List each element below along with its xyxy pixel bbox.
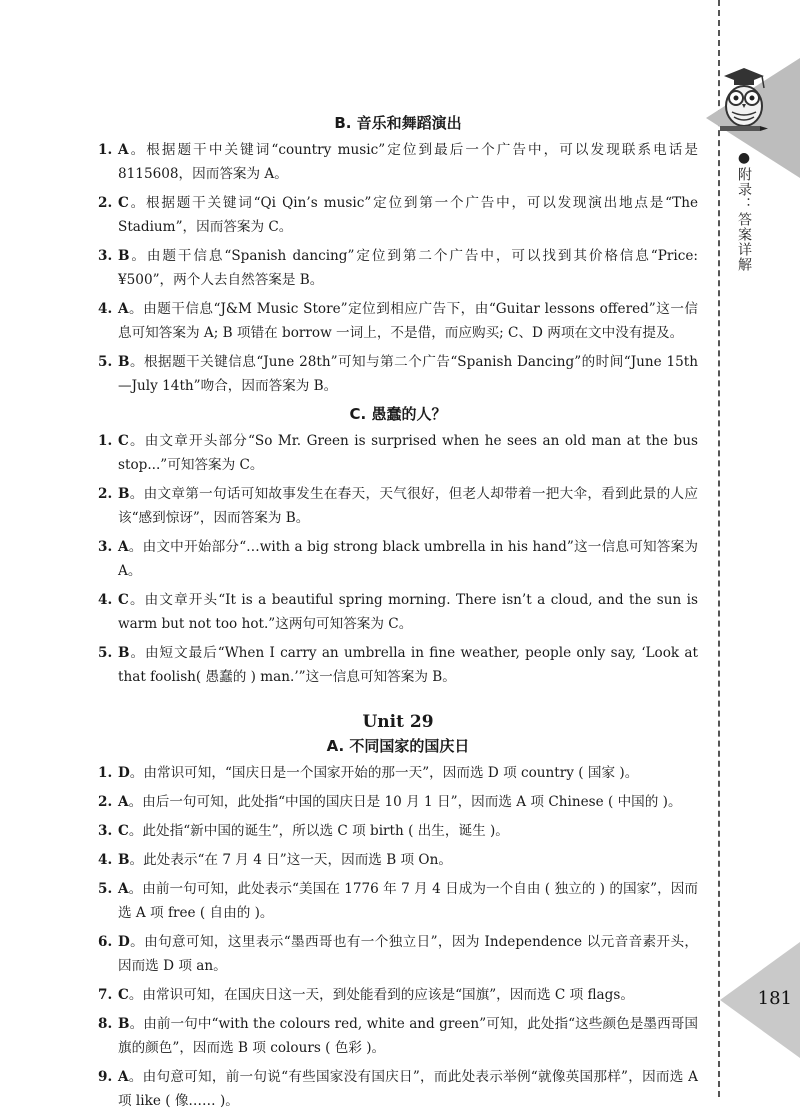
answer-item xyxy=(98,350,698,398)
answer-item xyxy=(98,877,698,925)
explanation-text: 。由常识可知，在国庆日这一天，到处能看到的应该是“国旗”，因而选 C 项 flags。 xyxy=(128,987,634,1003)
answer-letter: C xyxy=(118,823,129,839)
answer-item xyxy=(98,983,698,1007)
section-c-foolish-man xyxy=(98,403,698,689)
section-title: A. 不同国家的国庆日 xyxy=(326,737,470,755)
explanation-text: 。由文章开头“It is a beautiful spring morning. There isn’t a cloud, and the sun is warm but not too hot.”这两句可知答案为 C。 xyxy=(118,592,698,632)
explanation-text: 。由句意可知，这里表示“墨西哥也有一个独立日”，因为 Independence 以元音音素开头，因而选 D 项 an。 xyxy=(118,934,698,974)
answer-item xyxy=(98,1012,698,1060)
appendix-side-label: ●附录：答案详解 xyxy=(736,150,752,272)
item-number: 8. xyxy=(98,1016,113,1032)
answer-key-content xyxy=(98,112,698,1118)
answer-letter: C xyxy=(118,433,129,449)
answer-list xyxy=(98,138,698,398)
answer-letter: B xyxy=(118,486,130,502)
answer-item xyxy=(98,761,698,785)
explanation-text: 。根据题干中关键词“country music”定位到最后一个广告中，可以发现联系电话是8115608，因而答案为 A。 xyxy=(118,142,698,182)
explanation-text: 。由题干信息“Spanish dancing”定位到第二个广告中，可以找到其价格信息“Price: ¥500”，两个人去自然答案是 B。 xyxy=(118,248,698,288)
answer-letter: A xyxy=(118,881,129,897)
item-number: 2. xyxy=(98,195,113,211)
answer-letter: A xyxy=(118,1069,129,1085)
answer-item xyxy=(98,848,698,872)
answer-item xyxy=(98,429,698,477)
answer-letter: D xyxy=(118,765,130,781)
answer-letter: A xyxy=(118,301,129,317)
answer-letter: B xyxy=(118,248,130,264)
answer-letter: D xyxy=(118,934,130,950)
answer-item xyxy=(98,588,698,636)
item-number: 3. xyxy=(98,823,113,839)
explanation-text: 。根据题干关键信息“June 28th”可知与第二个广告“Spanish Dancing”的时间“June 15th —July 14th”吻合，因而答案为 B。 xyxy=(118,354,698,394)
item-number: 7. xyxy=(98,987,113,1003)
section-title: B. 音乐和舞蹈演出 xyxy=(334,114,462,132)
answer-item xyxy=(98,482,698,530)
item-number: 5. xyxy=(98,645,113,661)
explanation-text: 。由常识可知，“国庆日是一个国家开始的那一天”，因而选 D 项 country ( 国家 )。 xyxy=(129,765,639,781)
item-number: 3. xyxy=(98,539,113,555)
item-number: 9. xyxy=(98,1069,113,1085)
item-number: 4. xyxy=(98,852,113,868)
answer-item xyxy=(98,191,698,239)
section-title: C. 愚蠢的人？ xyxy=(349,405,447,423)
unit-29 xyxy=(98,711,698,1113)
answer-letter: B xyxy=(118,354,130,370)
explanation-text: 。由句意可知，前一句说“有些国家没有国庆日”，而此处表示举例“就像英国那样”，因而选 A 项 like ( 像…… )。 xyxy=(118,1069,698,1109)
item-number: 1. xyxy=(98,765,113,781)
item-number: 3. xyxy=(98,248,113,264)
item-number: 4. xyxy=(98,301,113,317)
answer-item xyxy=(98,641,698,689)
explanation-text: 。由前一句可知，此处表示“美国在 1776 年 7 月 4 日成为一个自由 ( 独立的 ) 的国家”，因而选 A 项 free ( 自由的 )。 xyxy=(118,881,698,921)
item-number: 4. xyxy=(98,592,113,608)
explanation-text: 。此处表示“在 7 月 4 日”这一天，因而选 B 项 On。 xyxy=(129,852,452,868)
answer-letter: C xyxy=(118,195,129,211)
answer-letter: A xyxy=(118,142,129,158)
answer-letter: B xyxy=(118,1016,130,1032)
answer-item xyxy=(98,790,698,814)
item-number: 1. xyxy=(98,433,113,449)
answer-item xyxy=(98,535,698,583)
answer-list xyxy=(98,429,698,689)
section-b-music-dance xyxy=(98,112,698,398)
explanation-text: 。由前一句中“with the colours red, white and green”可知，此处指“这些颜色是墨西哥国旗的颜色”，因而选 B 项 colours ( 色彩 )。 xyxy=(118,1016,698,1056)
answer-item xyxy=(98,819,698,843)
explanation-text: 。此处指“新中国的诞生”，所以选 C 项 birth ( 出生，诞生 )。 xyxy=(128,823,509,839)
answer-letter: C xyxy=(118,987,129,1003)
answer-letter: C xyxy=(118,592,129,608)
explanation-text: 。由文章开头部分“So Mr. Green is surprised when he sees an old man at the bus stop...”可知答案为 C。 xyxy=(118,433,698,473)
answer-item xyxy=(98,930,698,978)
unit-title: Unit 29 xyxy=(362,712,434,732)
answer-item xyxy=(98,244,698,292)
owl-mascot-icon xyxy=(712,60,770,140)
item-number: 2. xyxy=(98,486,113,502)
answer-list xyxy=(98,761,698,1113)
answer-letter: A xyxy=(118,794,129,810)
answer-item xyxy=(98,138,698,186)
explanation-text: 。由短文最后“When I carry an umbrella in fine weather, people only say, ‘Look at that foolish( 愚蠢的 ) man.’”这一信息可知答案为 B。 xyxy=(118,645,698,685)
answer-letter: B xyxy=(118,645,130,661)
answer-letter: B xyxy=(118,852,130,868)
answer-item xyxy=(98,1065,698,1113)
explanation-text: 。由后一句可知，此处指“中国的国庆日是 10 月 1 日”，因而选 A 项 Chinese ( 中国的 )。 xyxy=(128,794,682,810)
item-number: 2. xyxy=(98,794,113,810)
item-number: 5. xyxy=(98,354,113,370)
item-number: 6. xyxy=(98,934,113,950)
page-number: 181 xyxy=(757,988,792,1009)
item-number: 1. xyxy=(98,142,113,158)
answer-letter: A xyxy=(118,539,129,555)
answer-item xyxy=(98,297,698,345)
item-number: 5. xyxy=(98,881,113,897)
explanation-text: 。由文中开始部分“…with a big strong black umbrella in his hand”这一信息可知答案为 A。 xyxy=(118,539,698,579)
explanation-text: 。根据题干关键词“Qi Qin’s music”定位到第一个广告中，可以发现演出地点是“The Stadium”，因而答案为 C。 xyxy=(118,195,698,235)
explanation-text: 。由文章第一句话可知故事发生在春天，天气很好，但老人却带着一把大伞，看到此景的人应该“感到惊讶”，因而答案为 B。 xyxy=(118,486,698,526)
explanation-text: 。由题干信息“J&M Music Store”定位到相应广告下，由“Guitar lessons offered”这一信息可知答案为 A; B 项错在 borrow 一词上，不是借，而应购买; C、D 两项在文中没有提及。 xyxy=(118,301,698,341)
